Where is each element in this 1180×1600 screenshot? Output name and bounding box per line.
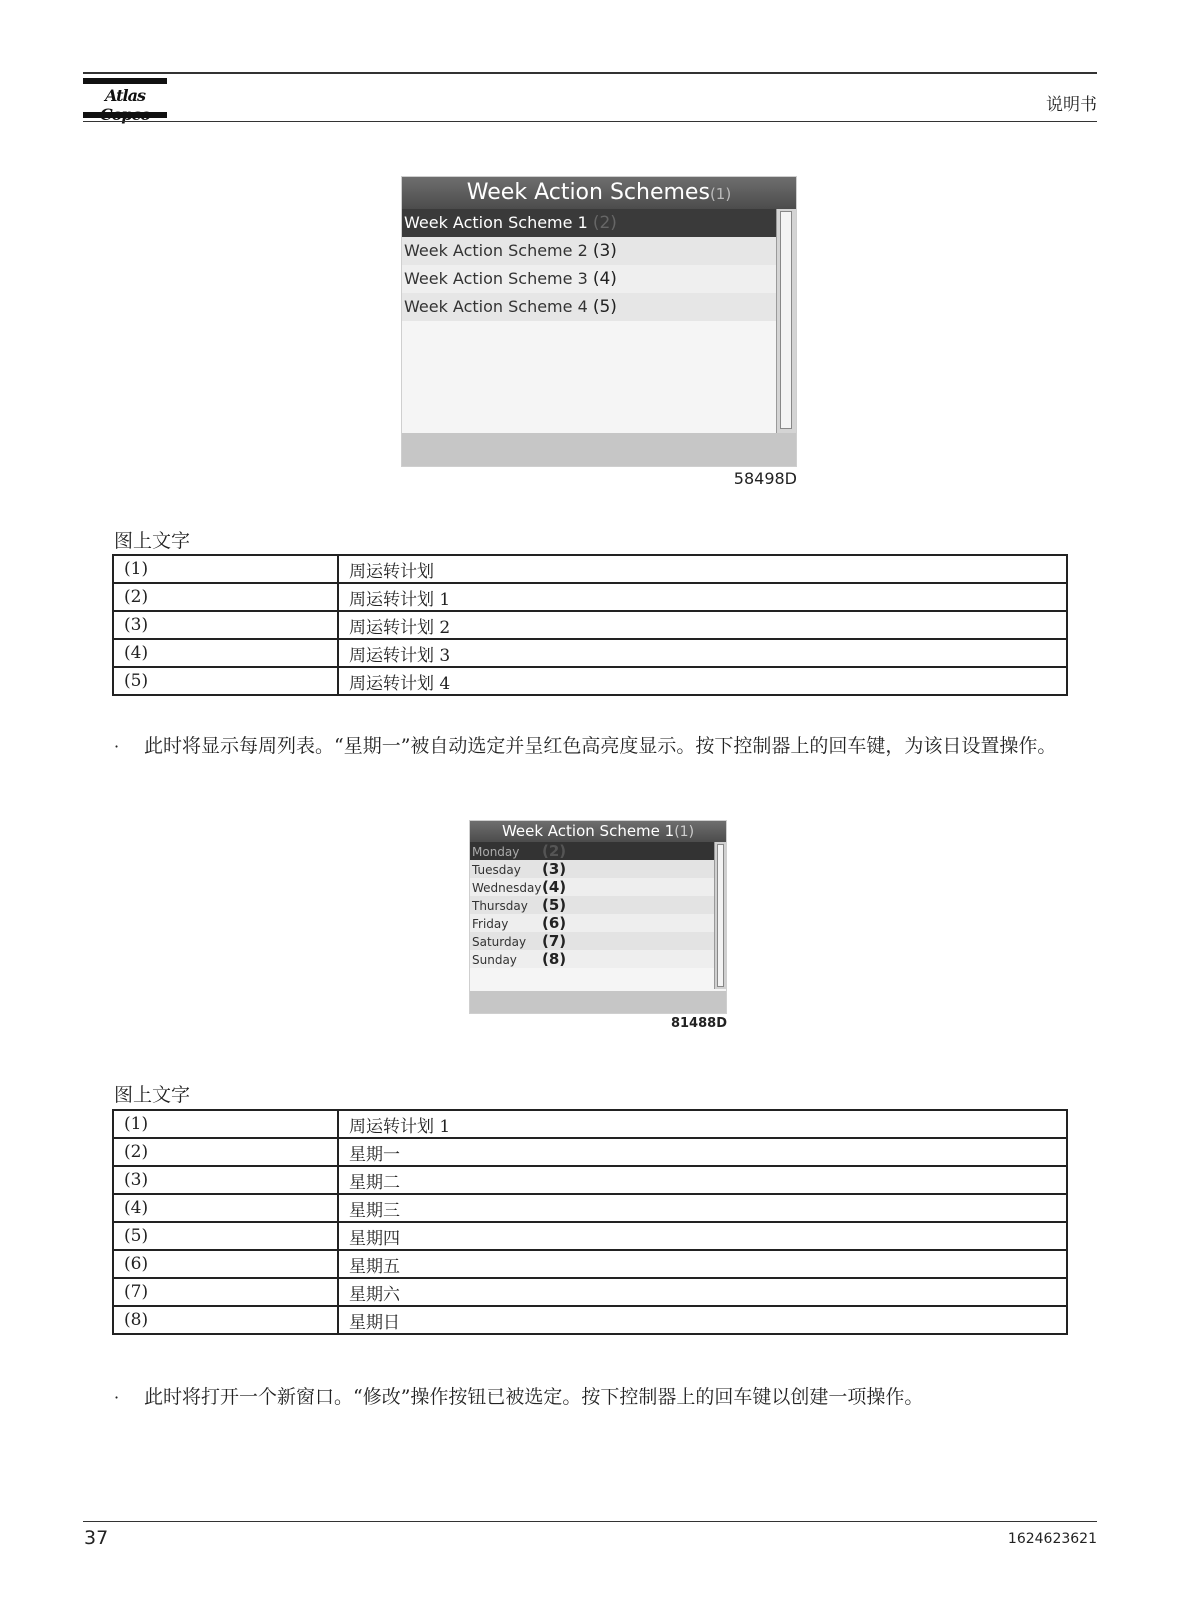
table-row (113, 667, 1067, 695)
instruction-bullet-2 (114, 1383, 1074, 1412)
legend-value: 星期四 (338, 1222, 1067, 1250)
figure-id: 81488D (670, 1016, 727, 1031)
document-type: 说明书 (1046, 95, 1097, 115)
day-item-saturday[interactable] (470, 932, 714, 950)
callout-4: (4) (592, 269, 617, 289)
screen-footer-bar (470, 991, 726, 1013)
legend-value: 星期二 (338, 1166, 1067, 1194)
callout-5: (5) (592, 297, 617, 317)
callout-1: (1) (674, 824, 695, 840)
day-label: Sunday (472, 953, 517, 967)
table-row (113, 1110, 1067, 1138)
atlas-copco-logo (83, 78, 167, 118)
screen-title-text: Week Action Scheme 1 (501, 822, 675, 840)
scheme-list-item-1[interactable] (402, 209, 776, 237)
screen-title (402, 177, 796, 209)
week-action-schemes-screen (401, 176, 797, 467)
legend-value: 星期日 (338, 1306, 1067, 1334)
table-row (113, 1138, 1067, 1166)
table-row (113, 555, 1067, 583)
legend-value: 周运转计划 (338, 555, 1067, 583)
header-rule-top (83, 72, 1097, 74)
instruction-text: 此时将显示每周列表。“星期一”被自动选定并呈红色高亮度显示。按下控制器上的回车键，为该日设置操作。 (144, 735, 1057, 757)
legend-key: (8) (113, 1306, 338, 1334)
table-row (113, 583, 1067, 611)
scrollbar[interactable] (714, 842, 726, 989)
table-row (113, 1306, 1067, 1334)
legend-key: (4) (113, 1194, 338, 1222)
page-number: 37 (84, 1527, 109, 1549)
legend-key: (2) (113, 583, 338, 611)
screen-title (470, 821, 726, 842)
table-row (113, 1250, 1067, 1278)
legend-value: 星期六 (338, 1278, 1067, 1306)
legend-value: 星期五 (338, 1250, 1067, 1278)
day-item-monday[interactable] (470, 842, 714, 860)
legend-key: (7) (113, 1278, 338, 1306)
legend-value: 周运转计划 4 (338, 667, 1067, 695)
day-label: Friday (472, 917, 509, 931)
day-item-sunday[interactable] (470, 950, 714, 968)
day-label: Tuesday (472, 863, 521, 877)
legend-table-2 (112, 1109, 1068, 1335)
day-item-tuesday[interactable] (470, 860, 714, 878)
callout-2: (2) (592, 213, 617, 233)
day-label: Wednesday (472, 881, 542, 895)
legend-key: (4) (113, 639, 338, 667)
legend-key: (3) (113, 611, 338, 639)
table-row (113, 1278, 1067, 1306)
legend-value: 周运转计划 1 (338, 583, 1067, 611)
legend-key: (5) (113, 1222, 338, 1250)
scrollbar-thumb[interactable] (717, 844, 724, 987)
legend-caption: 图上文字 (114, 530, 191, 552)
legend-caption: 图上文字 (114, 1084, 191, 1106)
scrollbar[interactable] (776, 209, 796, 433)
callout-1: (1) (709, 185, 732, 203)
logo-bar-bottom (83, 112, 167, 118)
legend-key: (2) (113, 1138, 338, 1166)
legend-table-1 (112, 554, 1068, 696)
figure-id: 58498D (733, 469, 797, 488)
bullet-symbol: · (114, 737, 120, 756)
day-item-wednesday[interactable] (470, 878, 714, 896)
legend-key: (5) (113, 667, 338, 695)
scheme-list-item-2[interactable] (402, 237, 776, 265)
callout-4: (4) (542, 878, 567, 896)
logo-text: Atlas (105, 86, 145, 105)
callout-3: (3) (592, 241, 617, 261)
legend-value: 周运转计划 1 (338, 1110, 1067, 1138)
table-row (113, 639, 1067, 667)
scrollbar-thumb[interactable] (780, 211, 792, 429)
instruction-bullet-1 (114, 732, 1074, 761)
day-item-thursday[interactable] (470, 896, 714, 914)
scheme-list-item-3[interactable] (402, 265, 776, 293)
callout-6: (6) (542, 914, 567, 932)
table-row (113, 1194, 1067, 1222)
footer-rule (83, 1521, 1097, 1522)
instruction-text: 此时将打开一个新窗口。“修改”操作按钮已被选定。按下控制器上的回车键以创建一项操作。 (144, 1386, 924, 1408)
day-item-friday[interactable] (470, 914, 714, 932)
screen-footer-bar (402, 433, 796, 466)
legend-value: 周运转计划 3 (338, 639, 1067, 667)
legend-value: 星期一 (338, 1138, 1067, 1166)
logo-bar-top (83, 78, 167, 84)
legend-key: (3) (113, 1166, 338, 1194)
legend-key: (1) (113, 1110, 338, 1138)
week-action-scheme-1-screen (469, 820, 727, 1014)
scheme-item-label: Week Action Scheme 1 (404, 213, 588, 232)
callout-7: (7) (542, 932, 567, 950)
table-row (113, 1166, 1067, 1194)
legend-value: 周运转计划 2 (338, 611, 1067, 639)
table-row (113, 611, 1067, 639)
day-label: Thursday (472, 899, 528, 913)
scheme-item-label: Week Action Scheme 4 (404, 297, 588, 316)
header-rule-bottom (83, 121, 1097, 122)
day-label: Saturday (472, 935, 527, 949)
scheme-item-label: Week Action Scheme 2 (404, 241, 588, 260)
document-number: 1624623621 (1007, 1531, 1097, 1547)
callout-2: (2) (542, 842, 567, 860)
legend-value: 星期三 (338, 1194, 1067, 1222)
legend-key: (1) (113, 555, 338, 583)
screen-title-text: Week Action Schemes (466, 180, 710, 205)
legend-key: (6) (113, 1250, 338, 1278)
scheme-item-label: Week Action Scheme 3 (404, 269, 588, 288)
callout-5: (5) (542, 896, 567, 914)
callout-3: (3) (542, 860, 567, 878)
scheme-list-item-4[interactable] (402, 293, 776, 321)
callout-8: (8) (542, 950, 567, 968)
bullet-symbol: · (114, 1388, 120, 1407)
day-label: Monday (472, 845, 520, 859)
table-row (113, 1222, 1067, 1250)
